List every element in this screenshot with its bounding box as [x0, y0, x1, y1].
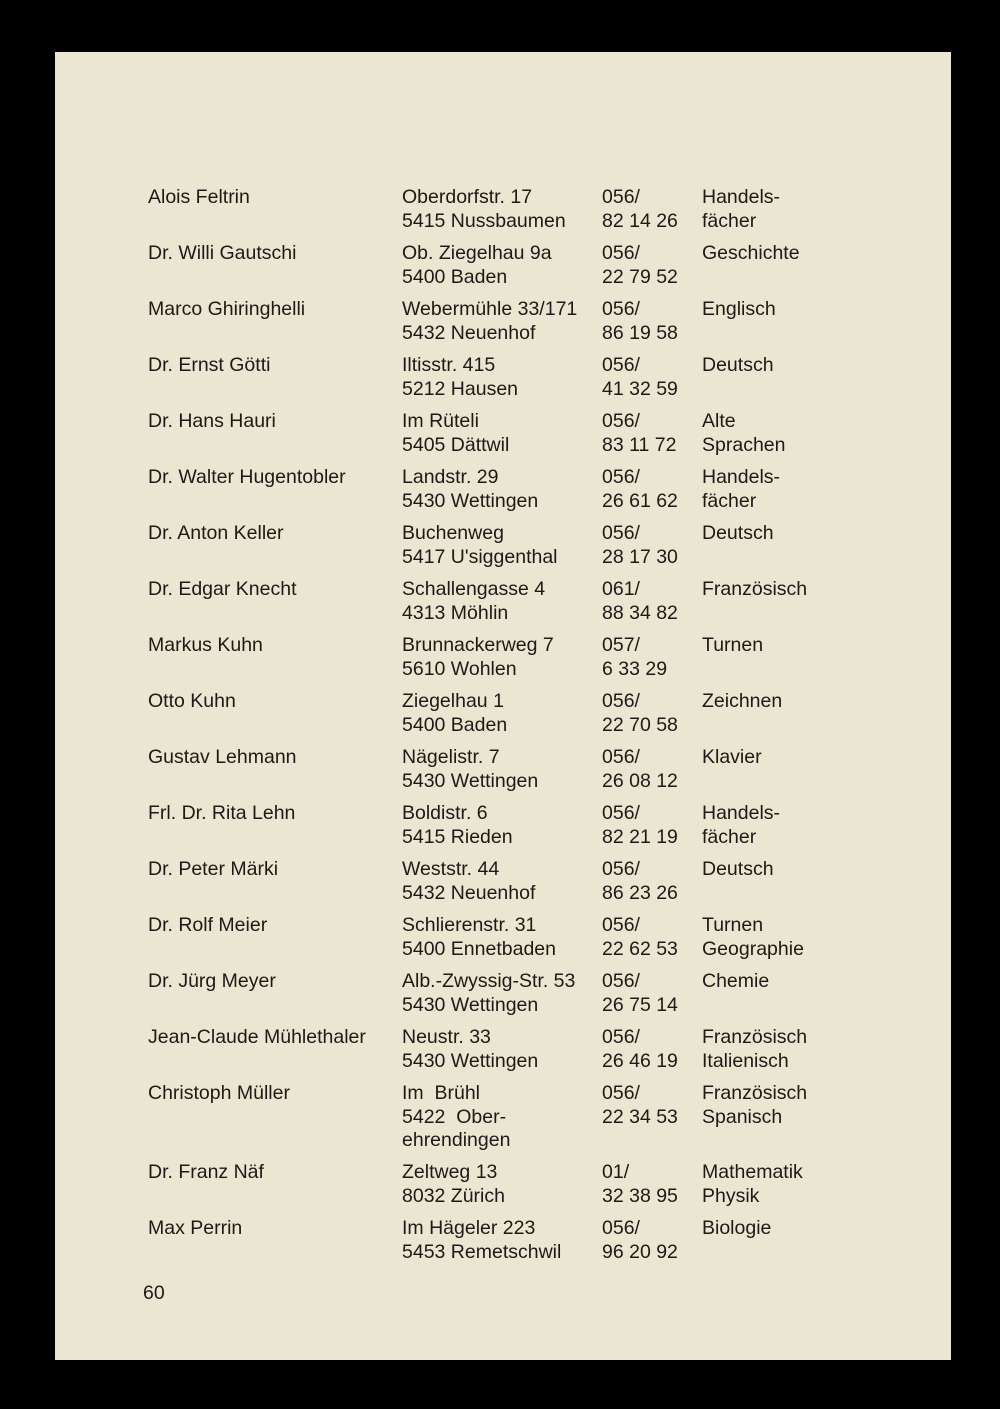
directory-entry	[148, 298, 848, 354]
entry-subject: Deutsch	[702, 858, 774, 880]
directory-entry	[148, 634, 848, 690]
book-page	[55, 52, 951, 1360]
entry-phone: 056/ 22 62 53	[602, 914, 678, 960]
entry-phone: 056/ 82 14 26	[602, 186, 678, 232]
directory-entry	[148, 970, 848, 1026]
entry-name: Dr. Ernst Götti	[148, 354, 271, 376]
entry-name: Gustav Lehmann	[148, 746, 297, 768]
entry-phone: 056/ 22 79 52	[602, 242, 678, 288]
directory-entry	[148, 1217, 848, 1273]
directory-entry	[148, 186, 848, 242]
directory-entry	[148, 858, 848, 914]
directory-entry	[148, 1161, 848, 1217]
entry-subject: Französisch Spanisch	[702, 1082, 808, 1128]
entry-address: Boldistr. 6 5415 Rieden	[402, 802, 513, 848]
entry-address: Im Hägeler 223 5453 Remetschwil	[402, 1217, 562, 1263]
directory-entry	[148, 522, 848, 578]
entry-subject: Mathematik Physik	[702, 1161, 803, 1207]
entry-phone: 061/ 88 34 82	[602, 578, 678, 624]
directory-entry	[148, 242, 848, 298]
entry-phone: 056/ 26 08 12	[602, 746, 678, 792]
teacher-directory	[148, 186, 848, 1273]
entry-address: Ob. Ziegelhau 9a 5400 Baden	[402, 242, 552, 288]
entry-subject: Französisch	[702, 578, 808, 600]
entry-address: Nägelistr. 7 5430 Wettingen	[402, 746, 539, 792]
entry-name: Christoph Müller	[148, 1082, 290, 1104]
entry-phone: 056/ 26 75 14	[602, 970, 678, 1016]
entry-phone: 056/ 26 61 62	[602, 466, 678, 512]
entry-subject: Handels- fächer	[702, 802, 781, 848]
entry-phone: 056/ 26 46 19	[602, 1026, 678, 1072]
entry-name: Marco Ghiringhelli	[148, 298, 306, 320]
entry-address: Neustr. 33 5430 Wettingen	[402, 1026, 539, 1072]
entry-address: Im Brühl 5422 Ober- ehrendingen	[402, 1082, 511, 1151]
entry-subject: Englisch	[702, 298, 776, 320]
directory-entry	[148, 410, 848, 466]
directory-entry	[148, 802, 848, 858]
entry-subject: Klavier	[702, 746, 762, 768]
entry-address: Schallengasse 4 4313 Möhlin	[402, 578, 546, 624]
entry-address: Iltisstr. 415 5212 Hausen	[402, 354, 519, 400]
entry-phone: 056/ 22 70 58	[602, 690, 678, 736]
entry-name: Otto Kuhn	[148, 690, 236, 712]
entry-name: Dr. Peter Märki	[148, 858, 279, 880]
entry-name: Dr. Franz Näf	[148, 1161, 264, 1183]
entry-phone: 057/ 6 33 29	[602, 634, 668, 680]
entry-address: Im Rüteli 5405 Dättwil	[402, 410, 510, 456]
entry-address: Schlierenstr. 31 5400 Ennetbaden	[402, 914, 556, 960]
entry-subject: Alte Sprachen	[702, 410, 786, 456]
entry-phone: 056/ 22 34 53	[602, 1082, 678, 1128]
directory-entry	[148, 1026, 848, 1082]
directory-entry	[148, 1082, 848, 1161]
entry-name: Dr. Hans Hauri	[148, 410, 276, 432]
entry-phone: 056/ 28 17 30	[602, 522, 678, 568]
entry-address: Alb.-Zwyssig-Str. 53 5430 Wettingen	[402, 970, 576, 1016]
entry-phone: 056/ 86 23 26	[602, 858, 678, 904]
entry-subject: Handels- fächer	[702, 466, 781, 512]
entry-subject: Chemie	[702, 970, 770, 992]
entry-subject: Geschichte	[702, 242, 800, 264]
entry-address: Landstr. 29 5430 Wettingen	[402, 466, 539, 512]
directory-entry	[148, 354, 848, 410]
page-number: 60	[143, 1282, 165, 1304]
entry-address: Brunnackerweg 7 5610 Wohlen	[402, 634, 554, 680]
entry-address: Ziegelhau 1 5400 Baden	[402, 690, 508, 736]
entry-name: Dr. Edgar Knecht	[148, 578, 297, 600]
entry-subject: Französisch Italienisch	[702, 1026, 808, 1072]
entry-phone: 056/ 41 32 59	[602, 354, 678, 400]
entry-name: Dr. Rolf Meier	[148, 914, 268, 936]
entry-name: Dr. Walter Hugentobler	[148, 466, 346, 488]
entry-address: Buchenweg 5417 U'siggenthal	[402, 522, 558, 568]
entry-subject: Handels- fächer	[702, 186, 781, 232]
entry-address: Zeltweg 13 8032 Zürich	[402, 1161, 505, 1207]
entry-name: Alois Feltrin	[148, 186, 250, 208]
entry-subject: Deutsch	[702, 522, 774, 544]
directory-entry	[148, 746, 848, 802]
entry-name: Frl. Dr. Rita Lehn	[148, 802, 296, 824]
entry-phone: 056/ 83 11 72	[602, 410, 677, 456]
directory-entry	[148, 690, 848, 746]
entry-subject: Deutsch	[702, 354, 774, 376]
entry-phone: 01/ 32 38 95	[602, 1161, 678, 1207]
entry-name: Dr. Jürg Meyer	[148, 970, 276, 992]
entry-name: Jean-Claude Mühlethaler	[148, 1026, 366, 1048]
directory-entry	[148, 466, 848, 522]
entry-phone: 056/ 96 20 92	[602, 1217, 678, 1263]
entry-subject: Turnen Geographie	[702, 914, 804, 960]
entry-address: Oberdorfstr. 17 5415 Nussbaumen	[402, 186, 566, 232]
entry-phone: 056/ 86 19 58	[602, 298, 678, 344]
entry-name: Dr. Anton Keller	[148, 522, 284, 544]
entry-name: Max Perrin	[148, 1217, 243, 1239]
entry-name: Markus Kuhn	[148, 634, 263, 656]
entry-name: Dr. Willi Gautschi	[148, 242, 297, 264]
entry-subject: Zeichnen	[702, 690, 783, 712]
entry-subject: Biologie	[702, 1217, 772, 1239]
entry-address: Weststr. 44 5432 Neuenhof	[402, 858, 536, 904]
directory-entry	[148, 914, 848, 970]
directory-entry	[148, 578, 848, 634]
entry-subject: Turnen	[702, 634, 764, 656]
entry-phone: 056/ 82 21 19	[602, 802, 678, 848]
entry-address: Webermühle 33/171 5432 Neuenhof	[402, 298, 578, 344]
